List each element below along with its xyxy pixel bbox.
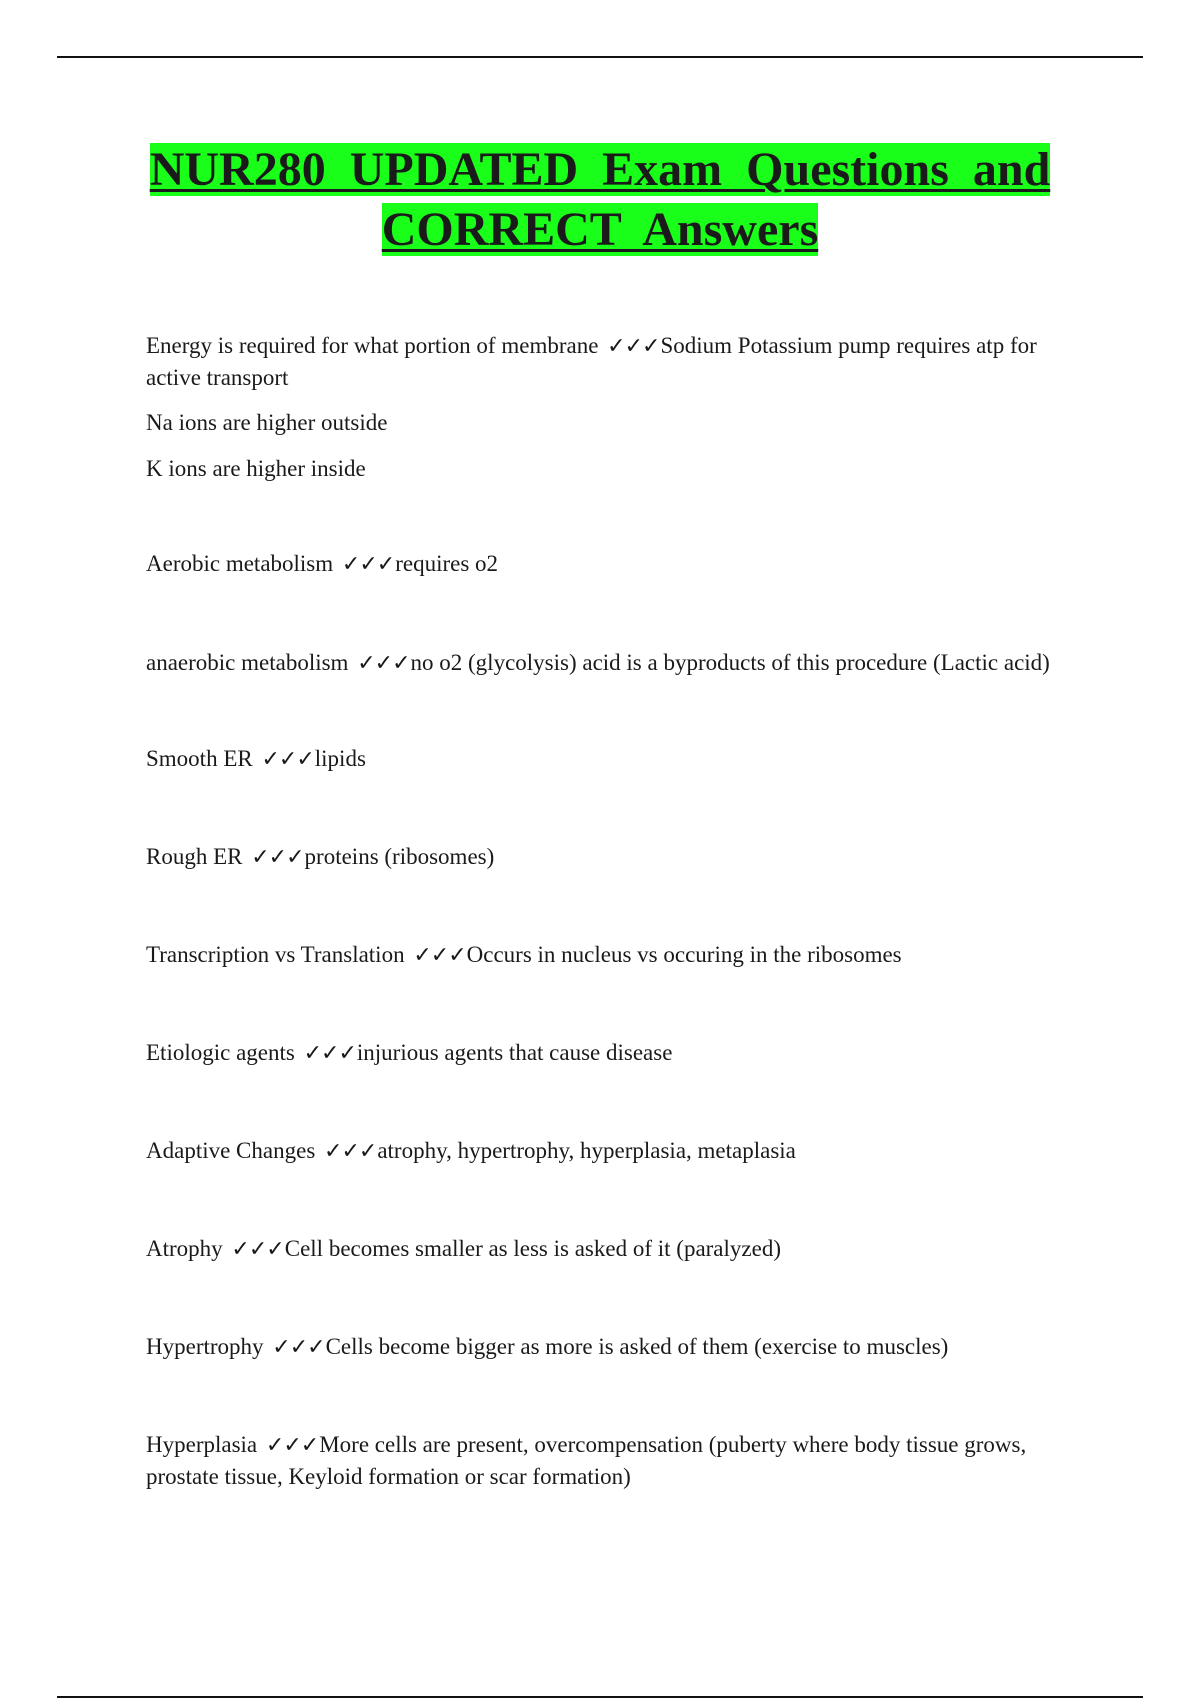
qa-entry — [146, 1233, 1066, 1265]
checkmarks-icon: ✓✓✓ — [607, 334, 660, 359]
entry-term: Rough ER — [146, 844, 243, 869]
entry-answer: proteins (ribosomes) — [304, 844, 495, 869]
checkmarks-icon: ✓✓✓ — [303, 1041, 356, 1066]
entry-term: anaerobic metabolism — [146, 650, 349, 675]
checkmarks-icon: ✓✓✓ — [272, 1335, 325, 1360]
entry-answer: Sodium Potassium pump requires atp for active transport — [146, 333, 1037, 390]
checkmarks-icon: ✓✓✓ — [341, 552, 395, 577]
checkmarks-icon: ✓✓✓ — [357, 651, 410, 676]
footer-rule — [57, 1696, 1143, 1698]
qa-entry — [146, 330, 1066, 393]
qa-entry — [146, 1037, 1066, 1069]
entry-answer: More cells are present, overcompensation (puberty where body tissue grows, prostate tissue, Keyloid formation or scar formation) — [146, 1432, 1027, 1489]
checkmarks-icon: ✓✓✓ — [324, 1139, 377, 1164]
entry-term: Energy is required for what portion of membrane — [146, 333, 599, 358]
entry-term: Hypertrophy — [146, 1334, 264, 1359]
title-line-2: CORRECT Answers — [381, 203, 819, 256]
qa-content — [146, 330, 1066, 1492]
header-rule — [57, 56, 1143, 58]
checkmarks-icon: ✓✓✓ — [261, 747, 314, 772]
checkmarks-icon: ✓✓✓ — [231, 1237, 284, 1262]
entry-term: Etiologic agents — [146, 1040, 295, 1065]
note-k-ions: K ions are higher inside — [146, 456, 366, 481]
checkmarks-icon: ✓✓✓ — [251, 845, 304, 870]
qa-entry — [146, 1429, 1066, 1492]
checkmarks-icon: ✓✓✓ — [265, 1433, 319, 1458]
entry-term: Transcription vs Translation — [146, 942, 405, 967]
title-line-1: NUR280 UPDATED Exam Questions and — [149, 143, 1051, 196]
note-na-ions: Na ions are higher outside — [146, 410, 388, 435]
document-title — [100, 140, 1100, 260]
entry-term: Smooth ER — [146, 746, 253, 771]
entry-answer: Cell becomes smaller as less is asked of it (paralyzed) — [284, 1236, 781, 1261]
entry-answer: no o2 (glycolysis) acid is a byproducts of this procedure (Lactic acid) — [410, 650, 1050, 675]
entry-answer: lipids — [314, 746, 366, 771]
qa-entry — [146, 647, 1066, 679]
entry-term: Aerobic metabolism — [146, 551, 334, 576]
qa-entry — [146, 743, 1066, 775]
qa-entry — [146, 1135, 1066, 1167]
entry-term: Adaptive Changes — [146, 1138, 316, 1163]
entry-answer: requires o2 — [395, 551, 499, 576]
entry-answer: injurious agents that cause disease — [356, 1040, 673, 1065]
entry-term: Atrophy — [146, 1236, 223, 1261]
entry-term: Hyperplasia — [146, 1432, 258, 1457]
checkmarks-icon: ✓✓✓ — [413, 943, 466, 968]
qa-entry — [146, 548, 1066, 580]
qa-entry — [146, 939, 1066, 971]
entry-answer: atrophy, hypertrophy, hyperplasia, metaplasia — [377, 1138, 796, 1163]
qa-entry — [146, 841, 1066, 873]
entry-answer: Occurs in nucleus vs occuring in the ribosomes — [466, 942, 902, 967]
qa-entry — [146, 1331, 1066, 1363]
entry-answer: Cells become bigger as more is asked of them (exercise to muscles) — [325, 1334, 949, 1359]
